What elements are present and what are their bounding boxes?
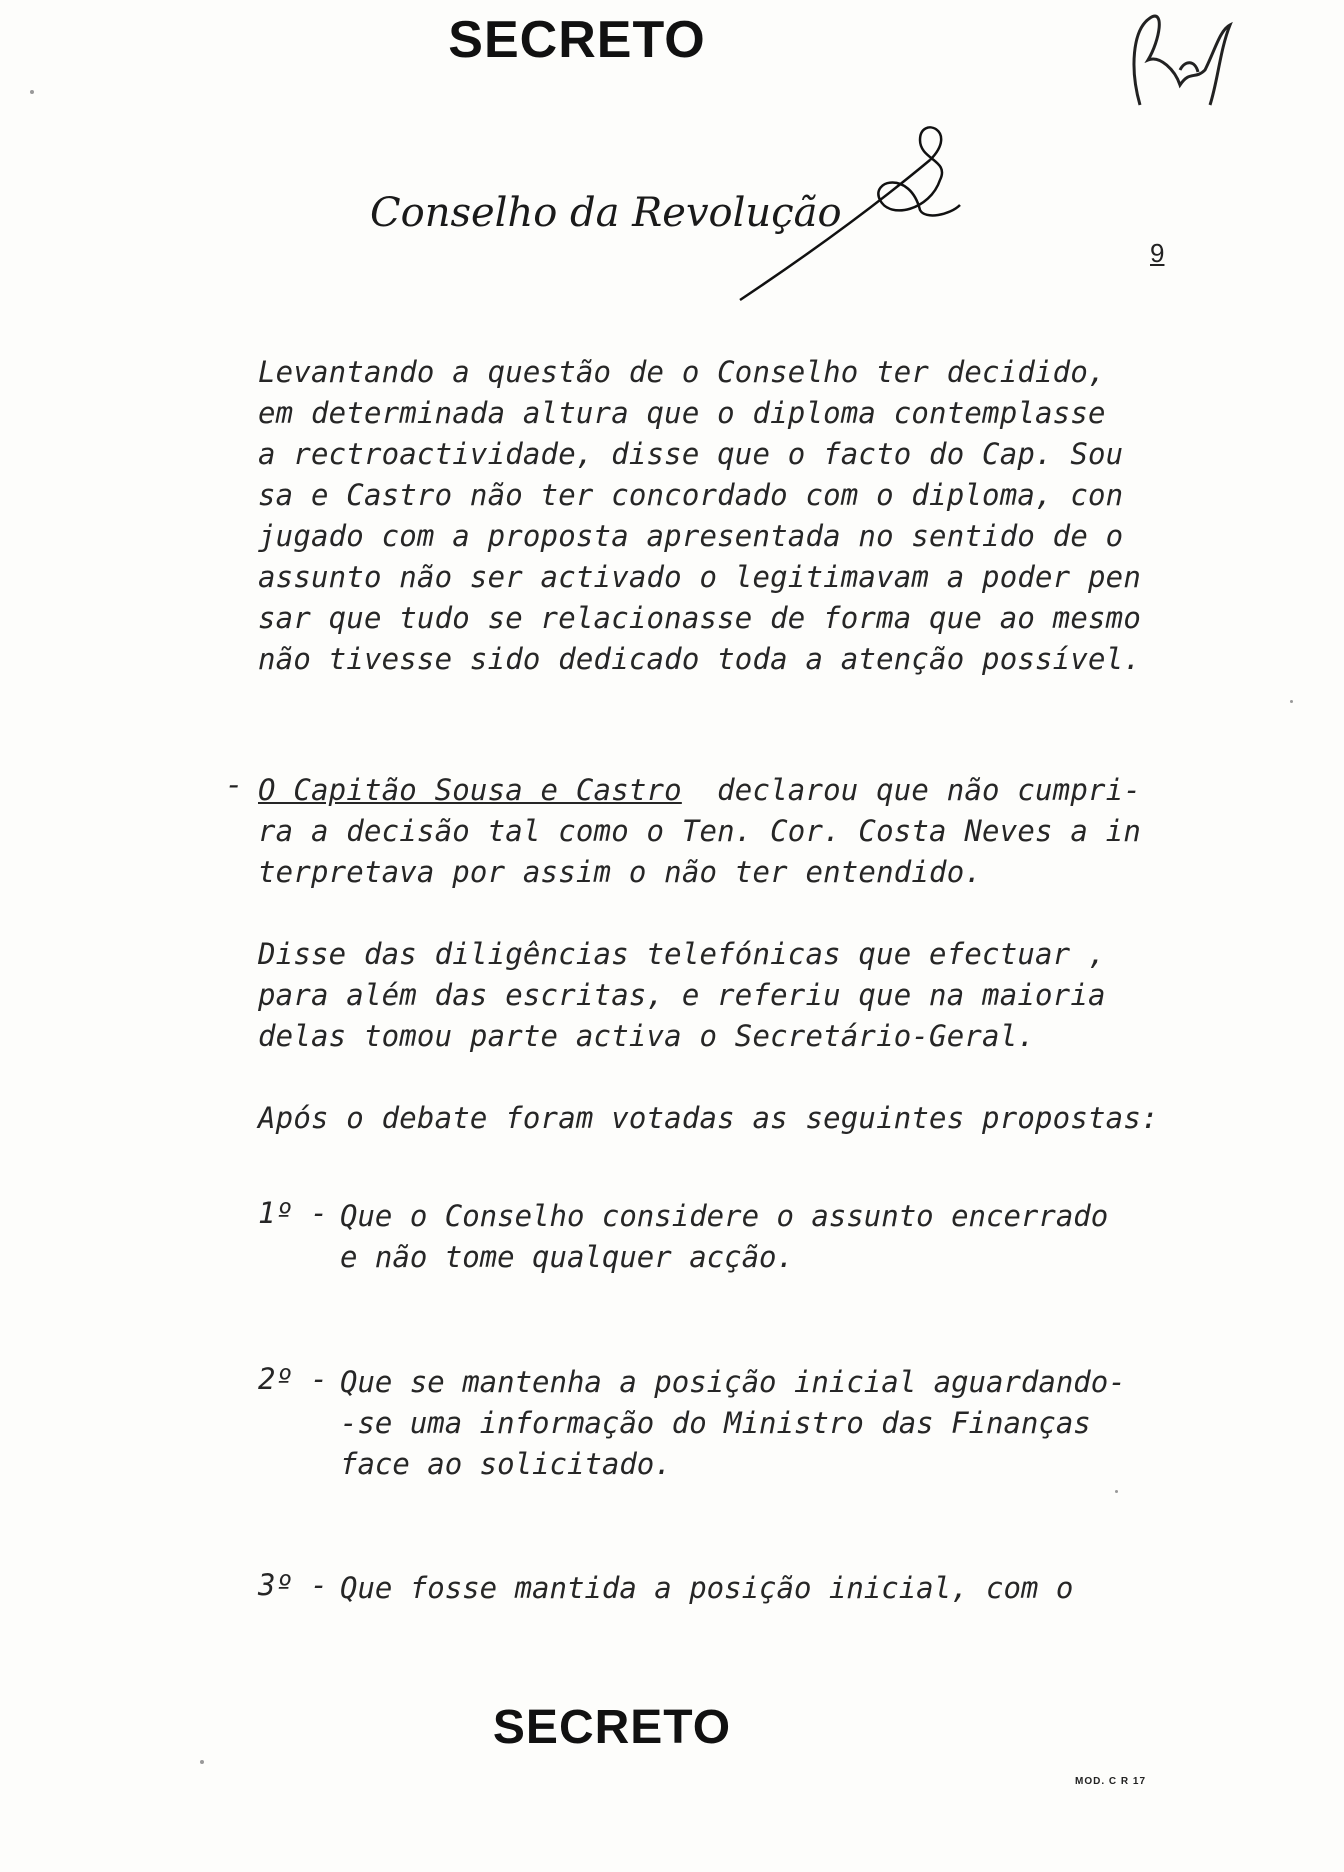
- proposal-text: Que se mantenha a posição inicial aguardando- -se uma informação do Ministro das Finanças face ao solicitado.: [340, 1365, 1126, 1481]
- handwritten-signature: [720, 120, 980, 320]
- classification-stamp-top: SECRETO: [448, 11, 706, 69]
- paragraph-2: [258, 770, 1158, 893]
- scan-speck: [30, 90, 34, 94]
- proposal-number: 1º -: [258, 1196, 328, 1230]
- scan-speck: [1115, 1490, 1118, 1493]
- proposal-text: Que o Conselho considere o assunto encerrado e não tome qualquer acção.: [340, 1199, 1109, 1274]
- scan-speck: [1290, 700, 1293, 703]
- list-dash: -: [225, 770, 243, 803]
- proposal-number: 3º -: [258, 1568, 328, 1602]
- letterhead-title: Conselho da Revolução: [370, 190, 842, 236]
- handwritten-initials: [1120, 10, 1240, 120]
- form-code: MOD. C R 17: [1075, 1776, 1147, 1787]
- proposal-number: 2º -: [258, 1362, 328, 1396]
- paragraph-2-text: declarou que não cumpri- ra a decisão tal como o Ten. Cor. Costa Neves a in terpretava por assim o não ter entendido.: [258, 773, 1141, 889]
- speaker-name: O Capitão Sousa e Castro: [258, 773, 682, 807]
- paragraph-4: Após o debate foram votadas as seguintes propostas:: [258, 1101, 1159, 1135]
- paragraph-1: Levantando a questão de o Conselho ter decidido, em determinada altura que o diploma contemplasse a rectroactividade, disse que o facto do Cap. Sou sa e Castro não ter concordado com o diploma, con jugado com a proposta apresentada no sentido de o assunto não ser activado o legitimavam a poder pen sar que tudo se relacionasse de forma que ao mesmo não tivesse sido dedicado toda a atenção possível.: [258, 355, 1141, 676]
- paragraph-3: Disse das diligências telefónicas que efectuar , para além das escritas, e referiu que na maioria delas tomou parte activa o Secretário-Geral.: [258, 937, 1106, 1053]
- scan-speck: [200, 1760, 204, 1764]
- classification-stamp-bottom: SECRETO: [492, 1701, 732, 1754]
- page-number: 9: [1150, 238, 1165, 268]
- proposal-text: Que fosse mantida a posição inicial, com o: [340, 1571, 1074, 1605]
